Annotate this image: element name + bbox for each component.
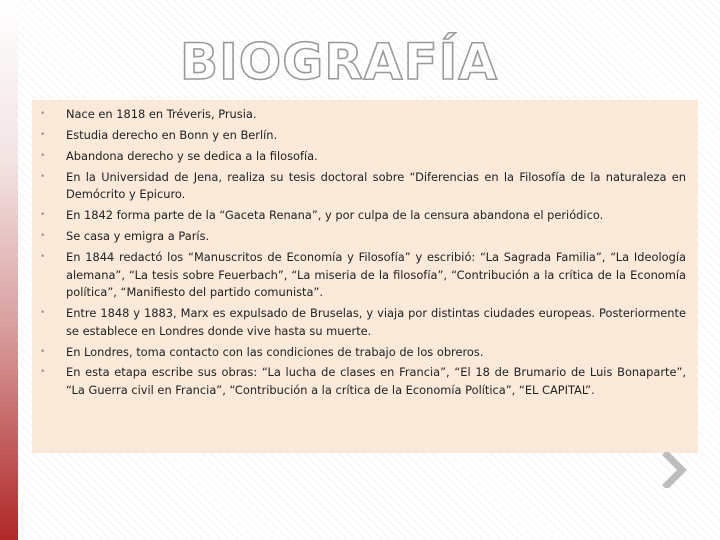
list-item [32, 228, 686, 246]
slide-title: BIOGRAFÍA [180, 33, 498, 91]
list-item-text: Nace en 1818 en Tréveris, Prusia. [66, 107, 257, 121]
list-item [32, 106, 686, 124]
accent-strip [0, 0, 18, 540]
list-item [32, 148, 686, 166]
list-item [32, 305, 686, 340]
bullet-icon: • [40, 231, 46, 242]
bullet-icon: • [40, 171, 46, 182]
bullet-icon: • [40, 308, 46, 319]
list-item-text: En esta etapa escribe sus obras: “La lucha de clases en Francia”, “El 18 de Brumario de Luis Bonaparte”, “La Guerra civil en Francia”, “Contribución a la crítica de la Economía Política”, “EL CAPITAL”. [66, 365, 686, 397]
list-item [32, 207, 686, 225]
content-box [32, 100, 698, 453]
list-item [32, 364, 686, 399]
list-item-text: Abandona derecho y se dedica a la filosofía. [66, 148, 318, 163]
list-item-text: Estudia derecho en Bonn y en Berlín. [66, 127, 278, 142]
bullet-icon: • [40, 346, 46, 357]
list-item [32, 249, 686, 302]
biography-list [32, 106, 686, 400]
bullet-icon: • [40, 109, 46, 119]
list-item [32, 127, 686, 145]
bullet-icon: • [40, 150, 46, 161]
list-item [32, 169, 686, 204]
list-item-text: Se casa y emigra a París. [66, 229, 210, 244]
list-item-text: En Londres, toma contacto con las condiciones de trabajo de los obreros. [66, 344, 484, 359]
list-item-text: En la Universidad de Jena, realiza su tesis doctoral sobre “Diferencias en la Filosofía de la naturaleza en Demócrito y Epicuro. [66, 169, 686, 202]
bullet-icon: • [40, 251, 46, 262]
list-item-text: En 1842 forma parte de la “Gaceta Renana”, y por culpa de la censura abandona el periódico. [66, 208, 604, 223]
bullet-icon: • [40, 210, 46, 221]
list-item-text: Entre 1848 y 1883, Marx es expulsado de Bruselas, y viaja por distintas ciudades europeas. Posteriormente se establece en Londres donde vive hasta su muerte. [66, 306, 686, 338]
bullet-icon: • [40, 129, 46, 140]
chevron-right-icon[interactable] [662, 452, 688, 488]
list-item [32, 344, 686, 362]
list-item-text: En 1844 redactó los “Manuscritos de Economía y Filosofía” y escribió: “La Sagrada Familia”, “La Ideología alemana”, “La tesis sobre Feuerbach”, “La miseria de la filosofía”, “Contribución a la crítica de la Economía política”, “Manifiesto del partido comunista”. [66, 249, 686, 300]
bullet-icon: • [40, 367, 46, 378]
